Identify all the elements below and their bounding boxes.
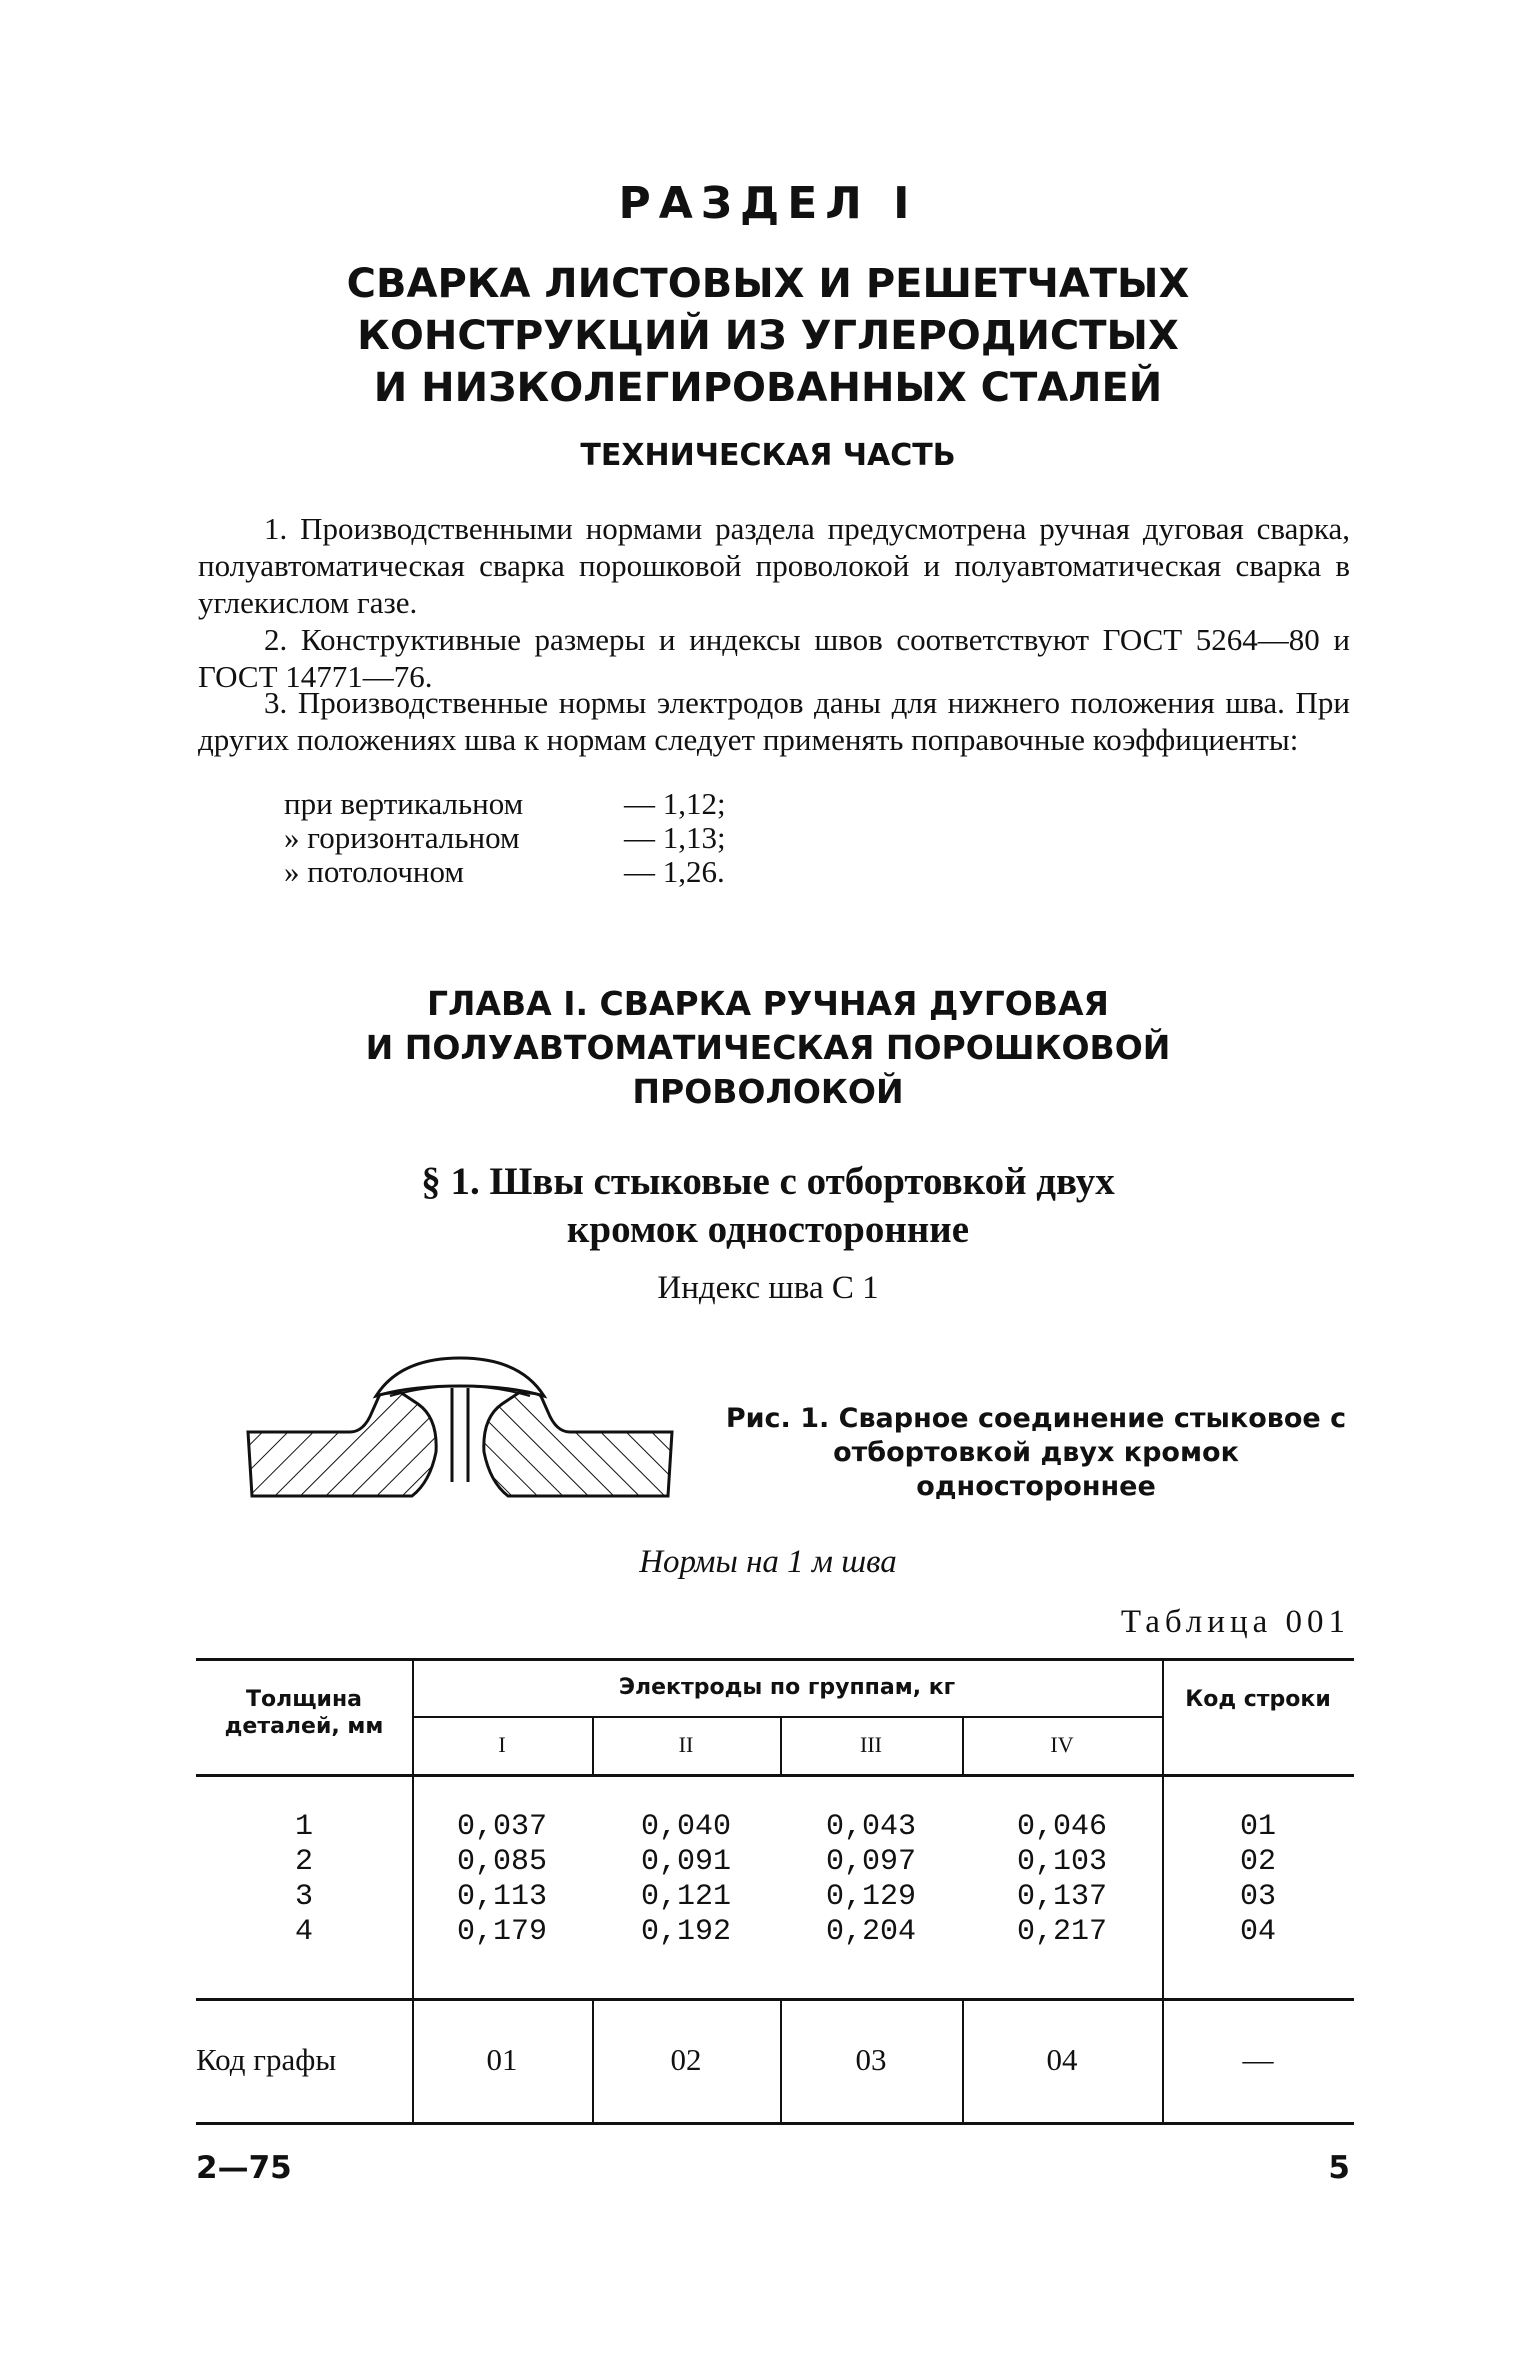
weld-figure xyxy=(240,1352,680,1512)
section-title: РАЗДЕЛ I xyxy=(618,178,918,229)
paragraph-text: 2. Конструктивные размеры и индексы швов соответствуют ГОСТ 5264—80 и ГОСТ 14771—76. xyxy=(198,622,1350,694)
table-cell: 0,085 xyxy=(456,1845,547,1879)
coefficient-label: при вертикальном xyxy=(284,786,524,821)
chapter-title-line: И ПОЛУАВТОМАТИЧЕСКАЯ ПОРОШКОВОЙ xyxy=(365,1028,1171,1067)
main-title-line: И НИЗКОЛЕГИРОВАННЫХ СТАЛЕЙ xyxy=(373,365,1163,411)
chapter-title xyxy=(0,982,1536,1114)
table-cell: 0,046 xyxy=(1016,1810,1107,1844)
table-cell: 0,217 xyxy=(1016,1915,1107,1949)
table-cell: 0,103 xyxy=(1016,1845,1107,1879)
coefficient-value: — 1,26. xyxy=(624,854,725,889)
table-cell: 0,129 xyxy=(825,1880,916,1914)
table-cell: 04 xyxy=(1239,1915,1276,1949)
chapter-title-line: ГЛАВА I. СВАРКА РУЧНАЯ ДУГОВАЯ xyxy=(427,984,1109,1023)
table-cell: 0,204 xyxy=(825,1915,916,1949)
table-cell: 0,097 xyxy=(825,1845,916,1879)
table-cell: 01 xyxy=(1239,1810,1276,1844)
table-cell: 0,091 xyxy=(640,1845,731,1879)
table-cell: 02 xyxy=(1239,1845,1276,1879)
table-cell: 0,192 xyxy=(640,1915,731,1949)
table-top-rule xyxy=(196,1658,1354,1661)
footer-code: 03 xyxy=(855,2042,887,2077)
table-body-rule xyxy=(196,1998,1354,2001)
thickness-column xyxy=(196,1810,412,1950)
table-cell: 0,121 xyxy=(640,1880,731,1914)
table-group-rule xyxy=(412,1716,1162,1718)
table-cell: 1 xyxy=(294,1810,313,1844)
figure-caption: Рис. 1. Сварное соединение стыковое с отбортовкой двух кромок одностороннее xyxy=(725,1403,1347,1502)
paragraph-text: 3. Производственные нормы электродов даны для нижнего положения шва. При других положениях шва к нормам следует применять поправочные коэффициенты: xyxy=(198,685,1350,757)
paragraph-3 xyxy=(198,684,1350,758)
coefficient-label: » горизонтальном xyxy=(284,820,520,855)
header-electrodes: Электроды по группам, кг xyxy=(618,1675,956,1700)
table-cell: 3 xyxy=(294,1880,313,1914)
coefficient-label: » потолочном xyxy=(284,854,465,889)
table-cell: 0,137 xyxy=(1016,1880,1107,1914)
table-cell: 0,043 xyxy=(825,1810,916,1844)
header-thickness: Толщина деталей, мм xyxy=(224,1687,384,1739)
coefficient-value: — 1,13; xyxy=(624,820,726,855)
header-group: II xyxy=(678,1732,694,1757)
table-bottom-rule xyxy=(196,2122,1354,2125)
footer-code: 04 xyxy=(1046,2042,1078,2077)
coefficient-value: — 1,12; xyxy=(624,786,726,821)
main-title-line: КОНСТРУКЦИЙ ИЗ УГЛЕРОДИСТЫХ xyxy=(357,313,1179,359)
row-code-column xyxy=(1162,1810,1354,1950)
main-title-line: СВАРКА ЛИСТОВЫХ И РЕШЕТЧАТЫХ xyxy=(346,261,1190,307)
section-heading xyxy=(0,1158,1536,1254)
section-heading-line: кромок односторонние xyxy=(566,1208,970,1251)
table-header-rule xyxy=(196,1774,1354,1777)
table-cell: 2 xyxy=(294,1845,313,1879)
group-i-column xyxy=(412,1810,592,1950)
subtitle: ТЕХНИЧЕСКАЯ ЧАСТЬ xyxy=(580,438,956,473)
section-heading-line: § 1. Швы стыковые с отбортовкой двух xyxy=(421,1160,1115,1203)
chapter-title-line: ПРОВОЛОКОЙ xyxy=(632,1072,904,1111)
norms-table xyxy=(196,1658,1354,2126)
header-group: I xyxy=(498,1732,506,1757)
footer-code: — xyxy=(1242,2042,1274,2077)
group-iii-column xyxy=(780,1810,962,1950)
paragraph-1 xyxy=(198,510,1350,621)
table-cell: 0,113 xyxy=(456,1880,547,1914)
footer-code: 02 xyxy=(670,2042,702,2077)
main-title xyxy=(0,258,1536,414)
group-iv-column xyxy=(962,1810,1162,1950)
footer-label: Код графы xyxy=(196,2042,337,2077)
table-cell: 0,179 xyxy=(456,1915,547,1949)
table-cell: 0,040 xyxy=(640,1810,731,1844)
page-number: 5 xyxy=(1328,2150,1350,2186)
table-cell: 4 xyxy=(294,1915,313,1949)
header-row-code: Код строки xyxy=(1185,1687,1331,1712)
header-group: IV xyxy=(1050,1732,1074,1757)
norms-title: Нормы на 1 м шва xyxy=(639,1544,897,1580)
footer-code: 01 xyxy=(486,2042,518,2077)
seam-index: Индекс шва С 1 xyxy=(657,1270,879,1306)
table-cell: 03 xyxy=(1239,1880,1276,1914)
table-cell: 0,037 xyxy=(456,1810,547,1844)
table-label: Таблица 001 xyxy=(1120,1604,1350,1640)
group-ii-column xyxy=(592,1810,780,1950)
header-group: III xyxy=(860,1732,882,1757)
paragraph-text: 1. Производственными нормами раздела предусмотрена ручная дуговая сварка, полуавтоматическая сварка порошковой проволокой и полуавтоматическая сварка в углекислом газе. xyxy=(198,511,1350,620)
page-footer-left: 2—75 xyxy=(196,2150,292,2186)
